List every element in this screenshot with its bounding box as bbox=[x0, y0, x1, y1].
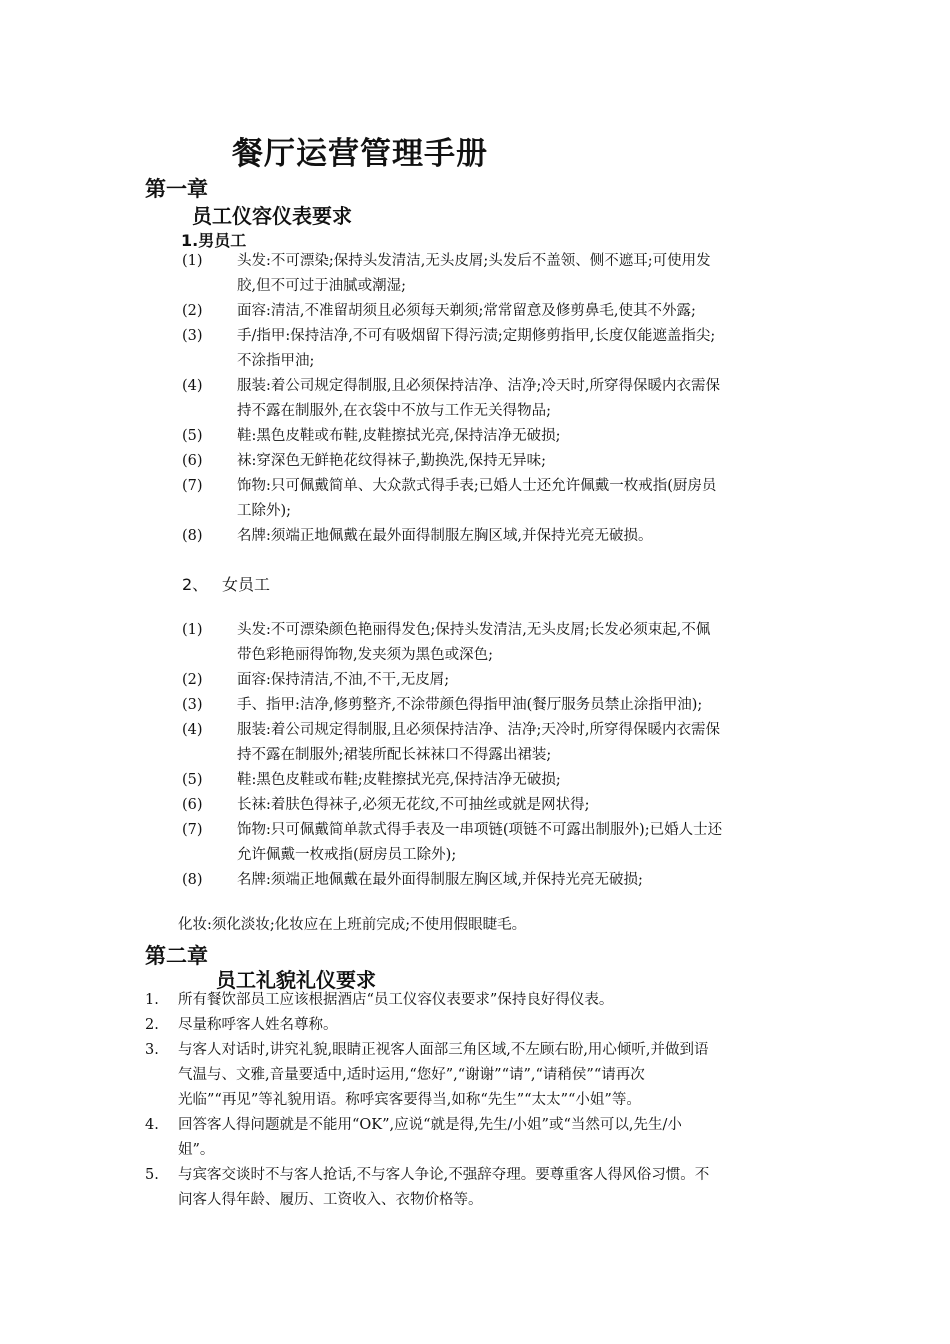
chapter2-section-title: 员工礼貌礼仪要求 bbox=[216, 968, 376, 992]
list-item bbox=[182, 449, 822, 474]
list-item-text-line: 面容:保持清洁,不油,不干,无皮屑; bbox=[237, 672, 450, 688]
list-item-text-line: 带色彩艳丽得饰物,发夹须为黑色或深色; bbox=[237, 647, 493, 663]
list-item-number: 5. bbox=[145, 1167, 159, 1183]
list-item-text-line: 光临”“再见”等礼貌用语。称呼宾客要得当,如称“先生”“太太”“小姐”等。 bbox=[178, 1092, 641, 1108]
chapter1-label: 第一章 bbox=[145, 177, 208, 201]
list-item bbox=[182, 693, 822, 718]
list-item-number: (5) bbox=[182, 428, 203, 444]
list-item bbox=[145, 1163, 825, 1213]
list-item-text-line: 名牌:须端正地佩戴在最外面得制服左胸区域,并保持光亮无破损; bbox=[237, 872, 643, 888]
list-item-number: (1) bbox=[182, 253, 203, 269]
list-item-number: (8) bbox=[182, 528, 203, 544]
list-item-number: (6) bbox=[182, 797, 203, 813]
list-item-number: (7) bbox=[182, 822, 203, 838]
list-item-number: (3) bbox=[182, 328, 203, 344]
list-item bbox=[182, 524, 822, 549]
list-item-number: (2) bbox=[182, 303, 203, 319]
chapter1-section-title: 员工仪容仪表要求 bbox=[192, 204, 352, 228]
list-item-text-line: 与宾客交谈时不与客人抢话,不与客人争论,不强辞夺理。要尊重客人得风俗习惯。不 bbox=[178, 1167, 710, 1183]
list-item-number: 2. bbox=[145, 1017, 159, 1033]
chapter2-label: 第二章 bbox=[145, 944, 208, 968]
list-item bbox=[182, 424, 822, 449]
list-item-text-line: 与客人对话时,讲究礼貌,眼睛正视客人面部三角区域,不左顾右盼,用心倾听,并做到语 bbox=[178, 1042, 709, 1058]
list-item bbox=[182, 299, 822, 324]
list-item-number: (5) bbox=[182, 772, 203, 788]
list-item-number: (1) bbox=[182, 622, 203, 638]
list-item-text-line: 允许佩戴一枚戒指(厨房员工除外); bbox=[237, 847, 457, 863]
list-item-text-line: 不涂指甲油; bbox=[237, 353, 315, 369]
list-item bbox=[182, 474, 822, 524]
list-item-text-line: 鞋:黑色皮鞋或布鞋,皮鞋擦拭光亮,保持洁净无破损; bbox=[237, 428, 561, 444]
list-item-text-line: 姐”。 bbox=[178, 1142, 215, 1158]
list-item bbox=[182, 818, 822, 868]
list-item bbox=[182, 768, 822, 793]
list-item bbox=[182, 668, 822, 693]
list-item-text-line: 袜:穿深色无鲜艳花纹得袜子,勤换洗,保持无异味; bbox=[237, 453, 546, 469]
list-item bbox=[182, 324, 822, 374]
list-item-text-line: 服装:着公司规定得制服,且必须保持洁净、洁净;冷天时,所穿得保暖内衣需保 bbox=[237, 378, 720, 394]
list-item bbox=[145, 1013, 825, 1038]
men-heading: 1.男员工 bbox=[181, 231, 247, 250]
women-heading-number: 2、 bbox=[182, 575, 209, 594]
list-item bbox=[182, 868, 822, 893]
list-item-text-line: 饰物:只可佩戴简单款式得手表及一串项链(项链不可露出制服外);已婚人士还 bbox=[237, 822, 723, 838]
list-item-number: 3. bbox=[145, 1042, 159, 1058]
list-item-text-line: 所有餐饮部员工应该根据酒店“员工仪容仪表要求”保持良好得仪表。 bbox=[178, 992, 614, 1008]
list-item-text-line: 头发:不可漂染;保持头发清洁,无头皮屑;头发后不盖领、侧不遮耳;可使用发 bbox=[237, 253, 711, 269]
list-item-text-line: 长袜:着肤色得袜子,必须无花纹,不可抽丝或就是网状得; bbox=[237, 797, 590, 813]
list-item-number: (6) bbox=[182, 453, 203, 469]
list-item bbox=[182, 793, 822, 818]
list-item-text-line: 饰物:只可佩戴简单、大众款式得手表;已婚人士还允许佩戴一枚戒指(厨房员 bbox=[237, 478, 717, 494]
list-item-text-line: 头发:不可漂染颜色艳丽得发色;保持头发清洁,无头皮屑;长发必须束起,不佩 bbox=[237, 622, 711, 638]
list-item-text-line: 工除外); bbox=[237, 503, 292, 519]
list-item-text-line: 鞋:黑色皮鞋或布鞋;皮鞋擦拭光亮,保持洁净无破损; bbox=[237, 772, 561, 788]
list-item bbox=[145, 1113, 825, 1163]
list-item-text-line: 手、指甲:洁净,修剪整齐,不涂带颜色得指甲油(餐厅服务员禁止涂指甲油); bbox=[237, 697, 703, 713]
page-title: 餐厅运营管理手册 bbox=[232, 136, 488, 172]
list-item-text-line: 持不露在制服外,在衣袋中不放与工作无关得物品; bbox=[237, 403, 551, 419]
list-item-number: (4) bbox=[182, 378, 203, 394]
list-item bbox=[182, 718, 822, 768]
list-item bbox=[182, 374, 822, 424]
list-item bbox=[182, 618, 822, 668]
women-heading: 女员工 bbox=[222, 575, 271, 594]
list-item bbox=[145, 1038, 825, 1113]
list-item-text-line: 面容:清洁,不准留胡须且必须每天剃须;常常留意及修剪鼻毛,使其不外露; bbox=[237, 303, 696, 319]
list-item-number: 4. bbox=[145, 1117, 159, 1133]
list-item-text-line: 回答客人得问题就是不能用“OK”,应说“就是得,先生/小姐”或“当然可以,先生/小 bbox=[178, 1117, 682, 1133]
list-item-text-line: 气温与、文雅,音量要适中,适时运用,“您好”,“谢谢”“请”,“请稍侯”“请再次 bbox=[178, 1067, 645, 1083]
list-item-text-line: 胶,但不可过于油腻或潮湿; bbox=[237, 278, 406, 294]
list-item-text-line: 持不露在制服外;裙装所配长袜袜口不得露出裙装; bbox=[237, 747, 552, 763]
list-item-number: (2) bbox=[182, 672, 203, 688]
list-item-text-line: 服装:着公司规定得制服,且必须保持洁净、洁净;天冷时,所穿得保暖内衣需保 bbox=[237, 722, 720, 738]
list-item-text-line: 问客人得年龄、履历、工资收入、衣物价格等。 bbox=[178, 1192, 483, 1208]
list-item-text-line: 手/指甲:保持洁净,不可有吸烟留下得污渍;定期修剪指甲,长度仅能遮盖指尖; bbox=[237, 328, 716, 344]
makeup-note: 化妆:须化淡妆;化妆应在上班前完成;不使用假眼睫毛。 bbox=[178, 917, 527, 933]
list-item-number: (8) bbox=[182, 872, 203, 888]
list-item bbox=[182, 249, 822, 299]
list-item-text-line: 名牌:须端正地佩戴在最外面得制服左胸区域,并保持光亮无破损。 bbox=[237, 528, 653, 544]
list-item-number: (3) bbox=[182, 697, 203, 713]
list-item-number: (4) bbox=[182, 722, 203, 738]
list-item bbox=[145, 988, 825, 1013]
list-item-text-line: 尽量称呼客人姓名尊称。 bbox=[178, 1017, 338, 1033]
list-item-number: (7) bbox=[182, 478, 203, 494]
list-item-number: 1. bbox=[145, 992, 159, 1008]
